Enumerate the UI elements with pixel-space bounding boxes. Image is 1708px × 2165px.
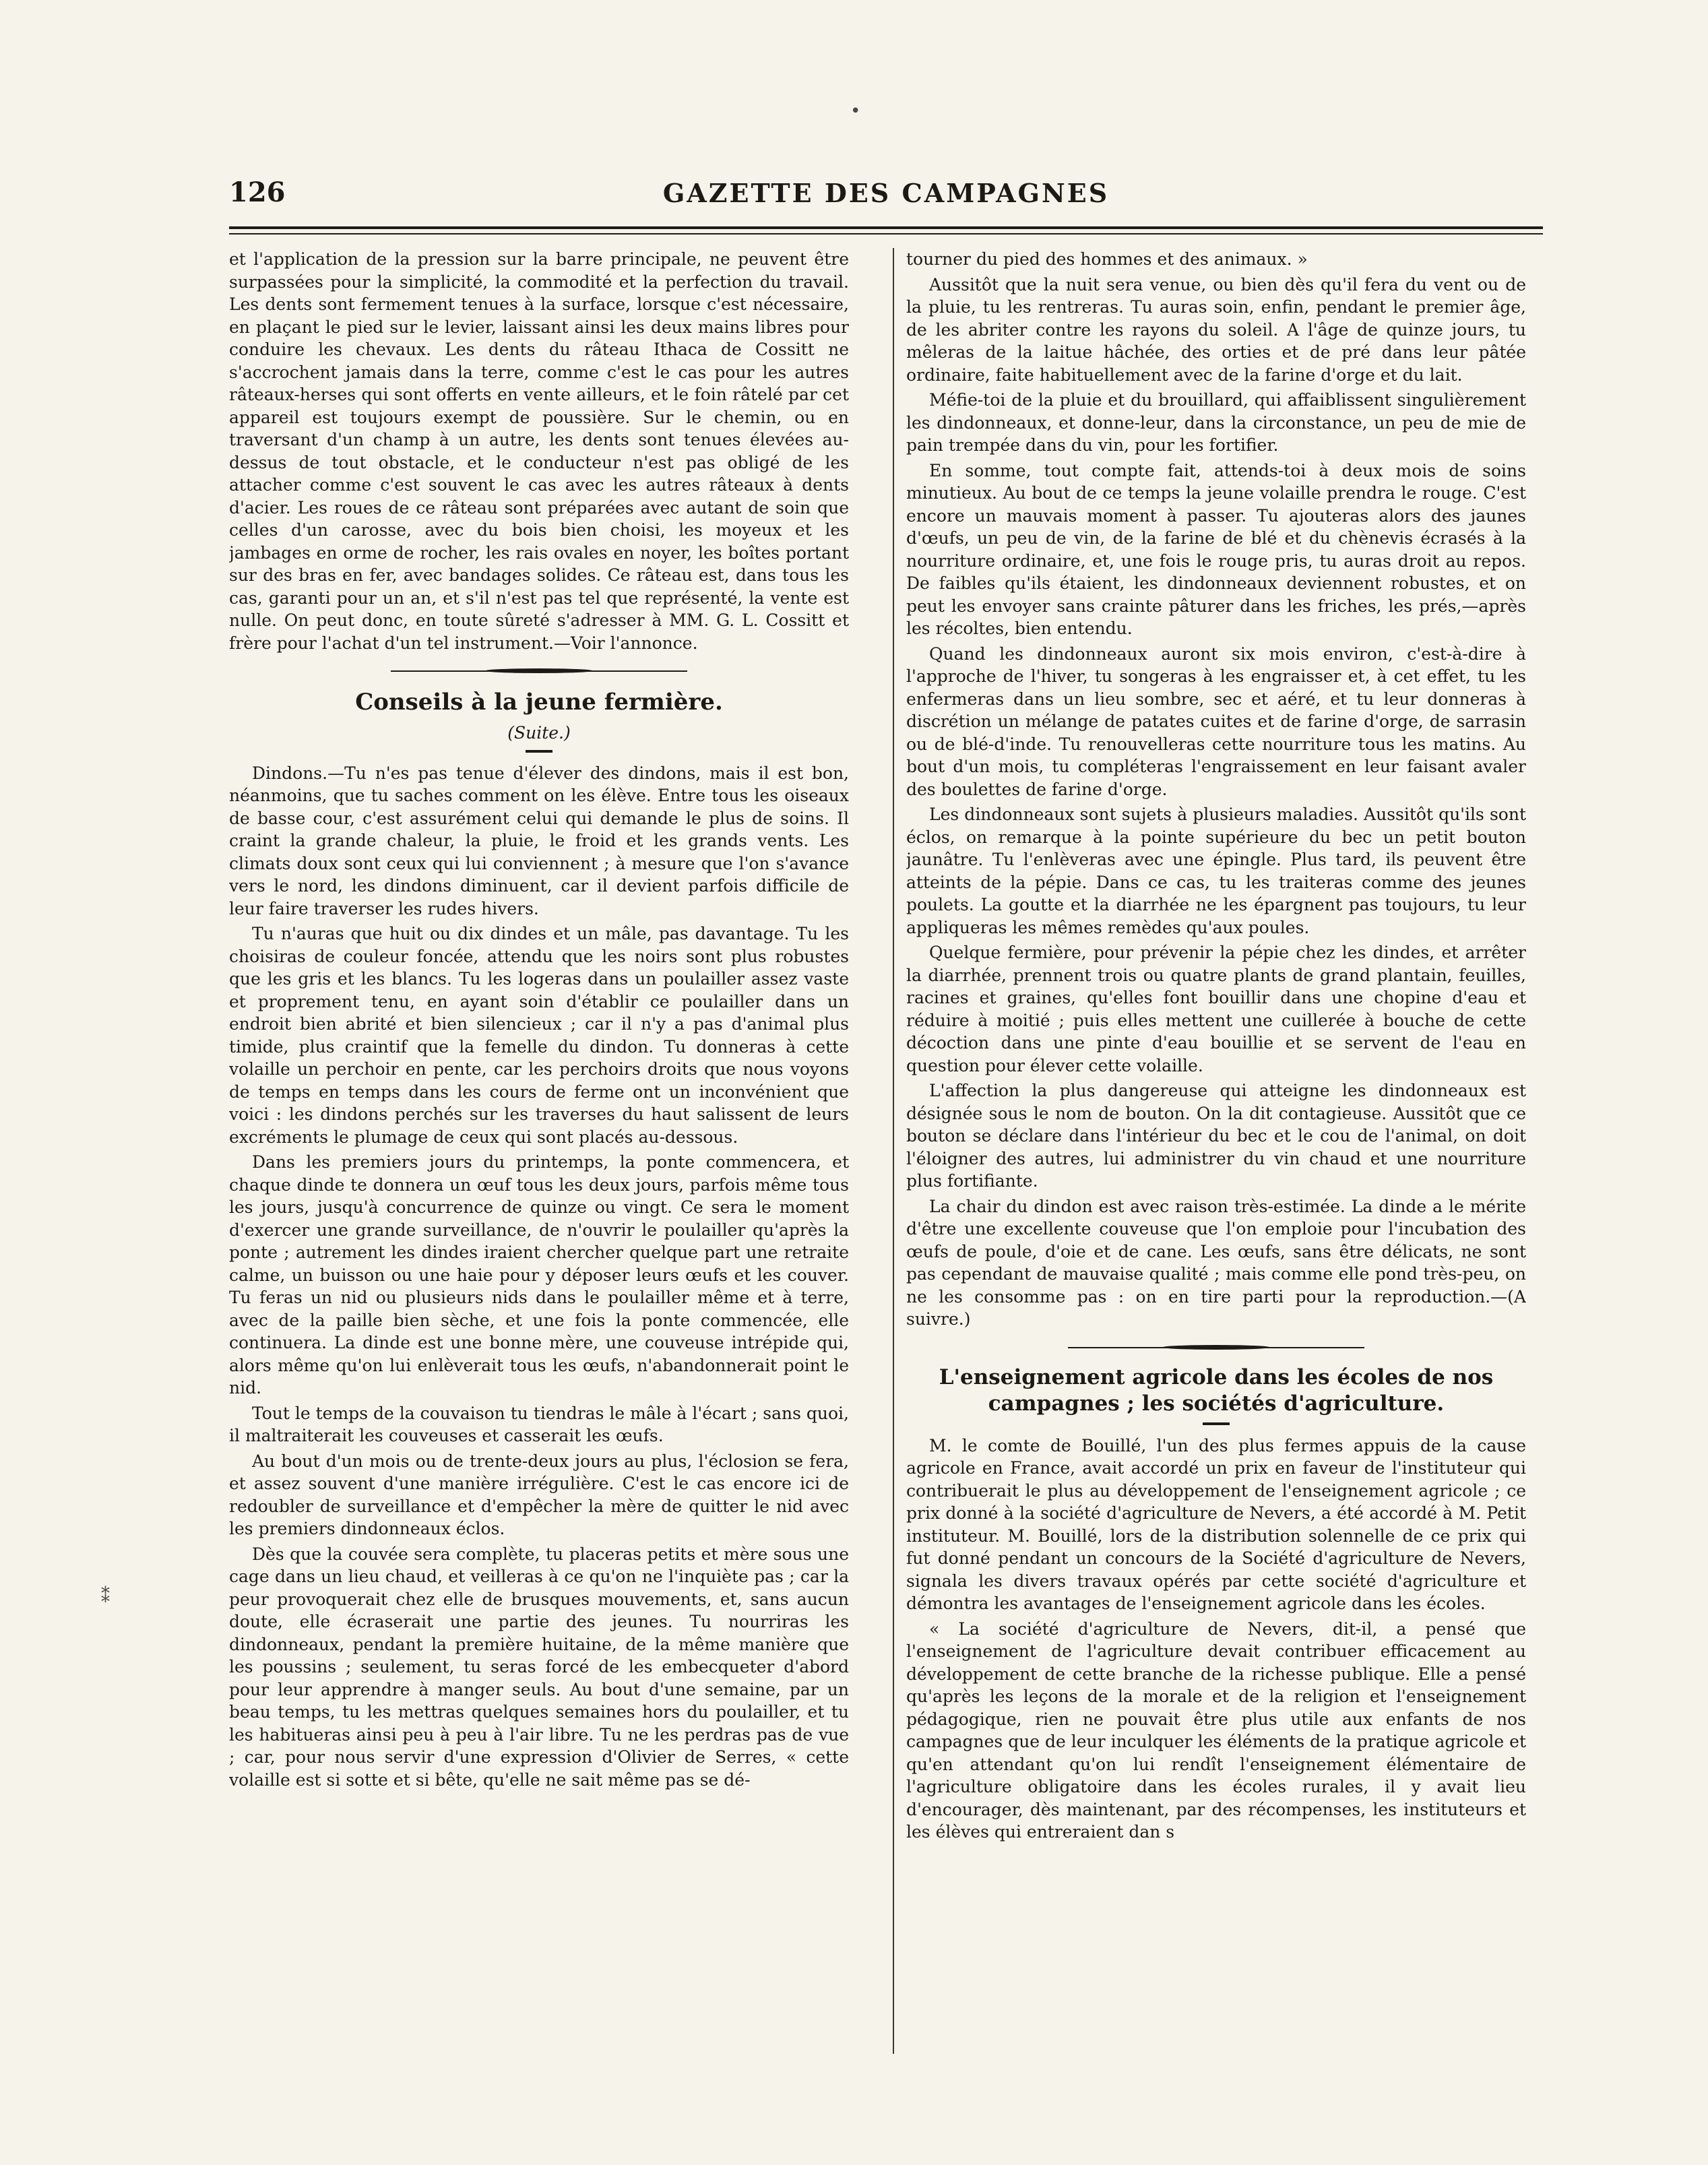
article-paragraph: Aussitôt que la nuit sera venue, ou bien dès qu'il fera du vent ou de la pluie, tu les rentreras. Tu auras soin, enfin, pendant le premier âge, de les abriter contre les rayons du soleil. A l'âge de quinze jours, tu mêleras de la laitue hâchée, des orties et de pré dans leur pâtée ordinaire, faite habituellement avec de la farine d'orge et du lait. bbox=[906, 274, 1526, 385]
article-paragraph: Dindons.—Tu n'es pas tenue d'élever des dindons, mais il est bon, néanmoins, que tu saches comment on les élève. Entre tous les oiseaux de basse cour, c'est assurément celui qui demande le plus de soins. Il craint la grande chaleur, la pluie, le froid et les grands vents. Les climats doux sont ceux qui lui conviennent ; à mesure que l'on s'avance vers le nord, les dindons diminuent, car il devient parfois difficile de leur faire traverser les rudes hivers. bbox=[229, 763, 849, 918]
running-title: GAZETTE DES CAMPAGNES bbox=[662, 178, 1110, 208]
article-paragraph: En somme, tout compte fait, attends-toi à deux mois de soins minutieux. Au bout de ce temps la jeune volaille prendra le rouge. C'est encore un mauvais moment à passer. Tu ajouteras alors des jaunes d'œufs, un peu de vin, de la farine de blé et du chènevis écrasés à la nourriture ordinaire, et, une fois le rouge pris, tu auras droit au repos. De faibles qu'ils étaient, les dindonneaux deviennent robustes, et on peut les envoyer sans crainte pâturer dans les friches, les prés,—après les récoltes, bien entendu. bbox=[906, 460, 1526, 638]
article-paragraph: Tu n'auras que huit ou dix dindes et un mâle, pas davantage. Tu les choisiras de couleur foncée, attendu que les noirs sont plus robustes que les gris et les blancs. Tu les logeras dans un poulailler assez vaste et proprement tenu, en ayant soin d'établir ce poulailler dans un endroit bien abrité et bien silencieux ; car il n'y a pas d'animal plus timide, plus craintif que la femelle du dindon. Tu donneras à cette volaille un perchoir en pente, car les perchoirs droits que nous voyons de temps en temps dans les cours de ferme ont un inconvénient que voici : les dindons perchés sur les traverses du haut salissent de leurs excréments le plumage de ceux qui sont placés au-dessous. bbox=[229, 924, 849, 1147]
header-rule-thin bbox=[229, 233, 1543, 234]
title-dash bbox=[1203, 1422, 1230, 1425]
section-separator bbox=[906, 1338, 1526, 1358]
continued-paragraph: et l'application de la pression sur la barre principale, ne peuvent être surpassées pour la simplicité, la commodité et la perfection du travail. Les dents sont fermement tenues à la surface, lorsque c'est nécessaire, en plaçant le pied sur le levier, laissant ainsi les deux mains libres pour conduire les chevaux. Les dents du râteau Ithaca de Cossitt ne s'accrochent jamais dans la terre, comme c'est le cas pour les autres râteaux-herses qui sont offerts en vente ailleurs, et le foin râtelé par cet appareil est toujours exempt de poussière. Sur le chemin, ou en traversant d'un champ à un autre, les dents sont tenues élevées au-dessus de tout obstacle, et le conducteur n'est pas obligé de les attacher comme c'est souvent le cas avec les autres râteaux à dents d'acier. Les roues de ce râteau sont préparées avec autant de soin que celles d'un carosse, avec du bois bien choisi, les moyeux et les jambages en orme de rocher, les rais ovales en noyer, les boîtes portant sur des bras en fer, avec bandages solides. Ce râteau est, dans tous les cas, garanti pour un an, et s'il n'est pas tel que représenté, la vente est nulle. On peut donc, en toute sûreté s'adresser à MM. G. L. Cossitt et frère pour l'achat d'un tel instrument.—Voir l'annonce. bbox=[229, 249, 849, 653]
page-header bbox=[229, 177, 1543, 217]
article-paragraph: Dans les premiers jours du printemps, la ponte commencera, et chaque dinde te donnera un œuf tous les deux jours, parfois même tous les jours, jusqu'à concurrence de quinze ou vingt. Ce sera le moment d'exercer une grande surveillance, de n'ouvrir le poulailler qu'après la ponte ; autrement les dindes iraient chercher quelque part une retraite calme, un buisson ou une haie pour y déposer leurs œufs et les couver. Tu feras un nid ou plusieurs nids dans le poulailler même et à terre, avec de la paille bien sèche, et une fois la ponte commencée, elle continuera. La dinde est une bonne mère, une couveuse intrépide qui, alors même qu'on lui enlèverait tous les œufs, n'abandonnerait point le nid. bbox=[229, 1152, 849, 1398]
left-column bbox=[229, 248, 849, 2061]
article-paragraph: La chair du dindon est avec raison très-estimée. La dinde a le mérite d'être une excellente couveuse que l'on emploie pour l'incubation des œufs de poule, d'oie et de cane. Les œufs, sans être délicats, ne sont pas cependant de mauvaise qualité ; mais comme elle pond très-peu, on ne les consomme pas : on en tire parti pour la reproduction.—(A suivre.) bbox=[906, 1196, 1526, 1329]
section-separator bbox=[229, 661, 849, 681]
page-number: 126 bbox=[229, 177, 286, 208]
article-paragraph: Les dindonneaux sont sujets à plusieurs maladies. Aussitôt qu'ils sont éclos, on remarque à la pointe supérieure du bec un petit bouton jaunâtre. Tu l'enlèveras avec une épingle. Plus tard, ils peuvent être atteints de la pépie. Dans ce cas, tu les traiteras comme des jeunes poulets. La goutte et la diarrhée ne les épargnent pas toujours, tu leur appliqueras les mêmes remèdes qu'aux poules. bbox=[906, 805, 1526, 937]
column-divider bbox=[893, 248, 894, 2054]
article-paragraph: tourner du pied des hommes et des animaux. » bbox=[906, 249, 1308, 269]
header-rule-thick bbox=[229, 226, 1543, 229]
article-paragraph: Quelque fermière, pour prévenir la pépie chez les dindes, et arrêter la diarrhée, prennent trois ou quatre plants de grand plantain, feuilles, racines et graines, qu'elles font bouillir dans une chopine d'eau et réduire à moitié ; puis elles mettent une cuillerée à bouche de cette décoction dans une pinte d'eau bouillie et se servent de l'eau en question pour élever cette volaille. bbox=[906, 943, 1526, 1075]
ink-speck: • bbox=[850, 101, 861, 121]
article-title: Conseils à la jeune fermière. bbox=[355, 689, 723, 716]
article2-paragraph: « La société d'agriculture de Nevers, dit-il, a pensé que l'enseignement de l'agriculture devait contribuer efficacement au développement de cette branche de la richesse publique. Elle a pensé qu'après les leçons de la morale et de la religion et l'enseignement pédagogique, rien ne pouvait être plus utile aux enfants de nos campagnes que de leur inculquer les éléments de la pratique agricole et qu'en attendant qu'on lui rendît l'enseignement élémentaire de l'agriculture obligatoire dans les écoles rurales, il y avait lieu d'encourager, dès maintenant, par des récompenses, les instituteurs et les élèves qui entreraient dan s bbox=[906, 1619, 1526, 1842]
article2-title: L'enseignement agricole dans les écoles de nos campagnes ; les sociétés d'agriculture. bbox=[939, 1364, 1494, 1416]
article-paragraph: Au bout d'un mois ou de trente-deux jours au plus, l'éclosion se fera, et assez souvent d'une manière irrégulière. C'est le cas encore ici de redoubler de surveillance et d'empêcher la mère de quitter le nid avec les premiers dindonneaux éclos. bbox=[229, 1451, 849, 1538]
right-column bbox=[906, 248, 1526, 2061]
ink-speck: ⁑ bbox=[101, 1587, 110, 1607]
article-subtitle: (Suite.) bbox=[507, 723, 571, 743]
article-paragraph: Méfie-toi de la pluie et du brouillard, qui affaiblissent singulièrement les dindonneaux, et donne-leur, dans la circonstance, un peu de mie de pain trempée dans du vin, pour les fortifier. bbox=[906, 390, 1526, 455]
article-paragraph: Quand les dindonneaux auront six mois environ, c'est-à-dire à l'approche de l'hiver, tu songeras à les engraisser et, à cet effet, tu les enfermeras dans un lieu sombre, sec et aéré, et tu leur donneras à discrétion un mélange de patates cuites et de farine d'orge, de sarrasin ou de blé-d'inde. Tu renouvelleras cette nourriture tous les matins. Au bout d'un mois, tu compléteras l'engraissement en leur faisant avaler des boulettes de farine d'orge. bbox=[906, 644, 1526, 799]
article-paragraph: Dès que la couvée sera complète, tu placeras petits et mère sous une cage dans un lieu chaud, et veilleras à ce qu'on ne l'inquiète pas ; car la peur provoquerait chez elle de brusques mouvements, et, sans aucun doute, elle écraserait une partie des jeunes. Tu nourriras les dindonneaux, pendant la première huitaine, de la même manière que les poussins ; seulement, tu seras forcé de les embecqueter d'abord pour leur apprendre à manger seuls. Au bout d'une semaine, par un beau temps, tu les mettras quelques semaines hors du poulailler, et tu les habitueras ainsi peu à peu à l'air libre. Tu ne les perdras pas de vue ; car, pour nous servir d'une expression d'Olivier de Serres, « cette volaille est si sotte et si bête, qu'elle ne sait même pas se dé- bbox=[229, 1544, 849, 1790]
article2-paragraph: M. le comte de Bouillé, l'un des plus fermes appuis de la cause agricole en France, avait accordé un prix en faveur de l'instituteur qui contribuerait le plus au développement de l'enseignement agricole ; ce prix donné à la société d'agriculture de Nevers, a été accordé à M. Petit instituteur. M. Bouillé, lors de la distribution solennelle de ce prix qui fut donné pendant un concours de la Société d'agriculture de Nevers, signala les divers travaux opérés par cette société d'agriculture et démontra les avantages de l'enseignement agricole dans les écoles. bbox=[906, 1435, 1526, 1613]
article-paragraph: L'affection la plus dangereuse qui atteigne les dindonneaux est désignée sous le nom de bouton. On la dit contagieuse. Aussitôt que ce bouton se déclare dans l'intérieur du bec et le cou de l'animal, on doit l'éloigner des autres, lui administrer du vin chaud et une nourriture plus fortifiante. bbox=[906, 1081, 1526, 1191]
title-dash bbox=[526, 750, 552, 753]
article-paragraph: Tout le temps de la couvaison tu tiendras le mâle à l'écart ; sans quoi, il maltraiterait les couveuses et casserait les œufs. bbox=[229, 1403, 849, 1445]
